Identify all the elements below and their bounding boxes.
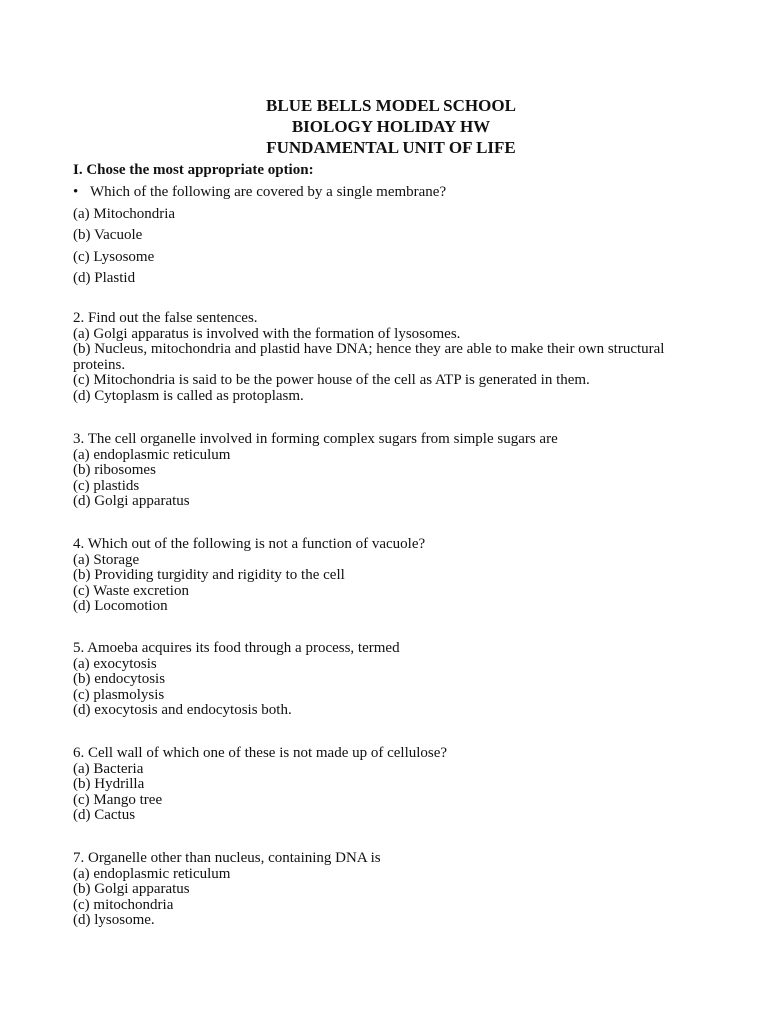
question-2 xyxy=(73,311,693,404)
option: (a) Storage xyxy=(73,551,140,568)
subject-title: BIOLOGY HOLIDAY HW xyxy=(291,117,491,136)
question-text: 3. The cell organelle involved in forming complex sugars from simple sugars are xyxy=(73,431,558,447)
option: (c) Mango tree xyxy=(73,791,163,808)
option: (b) Hydrilla xyxy=(73,776,145,792)
section-title: I. Chose the most appropriate option: xyxy=(73,162,314,178)
option: (c) mitochondria xyxy=(73,896,174,913)
question-text: 2. Find out the false sentences. xyxy=(73,310,258,326)
question-3 xyxy=(73,432,693,510)
option: (d) Golgi apparatus xyxy=(73,493,190,509)
question-text: 7. Organelle other than nucleus, containing DNA is xyxy=(73,850,381,866)
question-text: • Which of the following are covered by a single membrane? xyxy=(73,182,446,204)
option: (b) endocytosis xyxy=(73,671,166,687)
option: (b) ribosomes xyxy=(73,462,156,478)
question-text: 4. Which out of the following is not a function of vacuole? xyxy=(73,536,426,552)
option: (c) plasmolysis xyxy=(73,686,165,703)
document-heading xyxy=(0,95,768,158)
school-name: BLUE BELLS MODEL SCHOOL xyxy=(266,96,516,115)
option: (a) exocytosis xyxy=(73,655,157,672)
question-1 xyxy=(73,182,446,290)
bullet-icon: • xyxy=(73,184,79,200)
option: (a) Mitochondria xyxy=(73,205,176,222)
option: (a) endoplasmic reticulum xyxy=(73,865,231,882)
option: (b) Nucleus, mitochondria and plastid have DNA; hence they are able to make their own structural proteins. xyxy=(73,341,665,373)
option: (b) Vacuole xyxy=(73,227,143,243)
question-text: 5. Amoeba acquires its food through a process, termed xyxy=(73,640,400,656)
option: (c) plastids xyxy=(73,477,140,494)
chapter-title: FUNDAMENTAL UNIT OF LIFE xyxy=(266,138,516,157)
option: (d) exocytosis and endocytosis both. xyxy=(73,702,292,718)
option: (d) Plastid xyxy=(73,270,136,286)
option: (d) Cactus xyxy=(73,807,136,823)
option: (a) Golgi apparatus is involved with the formation of lysosomes. xyxy=(73,325,461,342)
option: (c) Waste excretion xyxy=(73,582,189,599)
question-6 xyxy=(73,746,693,824)
question-5 xyxy=(73,641,693,719)
option: (d) Locomotion xyxy=(73,598,168,614)
question-text: 6. Cell wall of which one of these is not made up of cellulose? xyxy=(73,745,448,761)
option: (b) Providing turgidity and rigidity to the cell xyxy=(73,567,345,583)
option: (a) endoplasmic reticulum xyxy=(73,446,231,463)
option: (a) Bacteria xyxy=(73,760,144,777)
question-7 xyxy=(73,851,693,929)
option: (c) Mitochondria is said to be the power house of the cell as ATP is generated in them. xyxy=(73,372,590,388)
option: (b) Golgi apparatus xyxy=(73,881,190,897)
option: (c) Lysosome xyxy=(73,248,155,265)
option: (d) lysosome. xyxy=(73,912,155,928)
question-4 xyxy=(73,537,693,615)
option: (d) Cytoplasm is called as protoplasm. xyxy=(73,387,304,404)
